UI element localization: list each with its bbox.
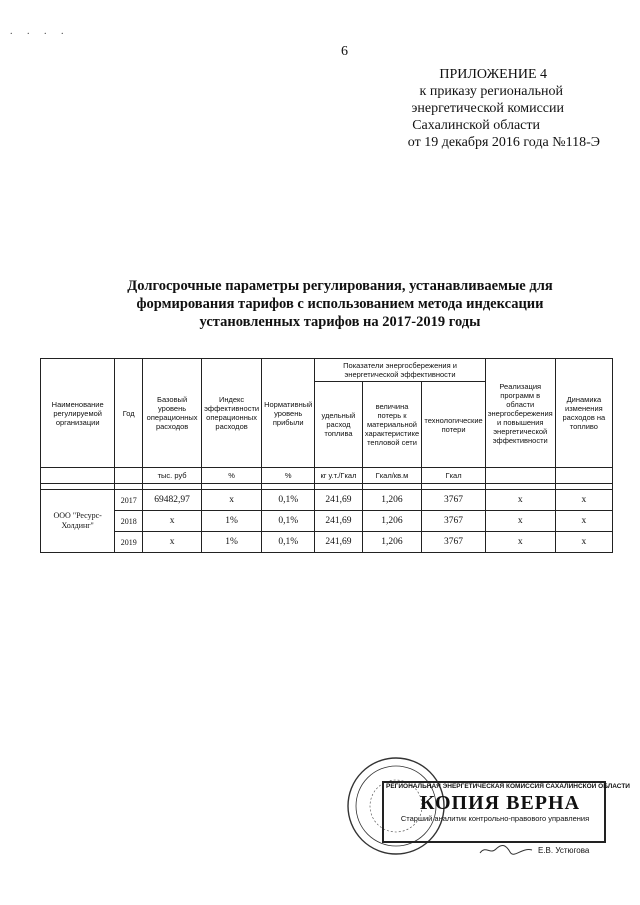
cell-programs: х [485, 532, 555, 553]
cell-base: 69482,97 [143, 490, 202, 511]
unit-cell [115, 468, 143, 484]
cell-index: 1% [202, 511, 262, 532]
table-row [41, 511, 613, 532]
header-losses: величина потерь к материальной характеристике тепловой сети [362, 382, 422, 468]
parameters-table [40, 358, 613, 553]
org-name: ООО "Ресурс-Холдинг" [41, 490, 115, 553]
unit-cell [485, 468, 555, 484]
cell-specific: 241,69 [315, 490, 362, 511]
header-year: Год [115, 359, 143, 468]
stamp-copy-label: КОПИЯ ВЕРНА [420, 792, 581, 814]
header-tech-losses: технологические потери [422, 382, 485, 468]
header-base: Базовый уровень операционных расходов [143, 359, 202, 468]
cell-specific: 241,69 [315, 532, 362, 553]
appendix-line: энергетической комиссии [411, 101, 564, 116]
cell-fuel: х [555, 511, 612, 532]
header-org: Наименование регулируемой организации [41, 359, 115, 468]
appendix-title: ПРИЛОЖЕНИЕ 4 [439, 67, 547, 82]
cell-profit: 0,1% [262, 490, 315, 511]
cell-index: 1% [202, 532, 262, 553]
cell-year: 2017 [115, 490, 143, 511]
cell-base: х [143, 511, 202, 532]
cell-programs: х [485, 511, 555, 532]
table-row [41, 490, 613, 511]
stamp-agency: РЕГИОНАЛЬНАЯ ЭНЕРГЕТИЧЕСКАЯ КОМИССИЯ САХАЛИНСКОЙ ОБЛАСТИ [386, 783, 630, 790]
cell-profit: 0,1% [262, 511, 315, 532]
cell-programs: х [485, 490, 555, 511]
unit-cell: кг у.т./Гкал [315, 468, 362, 484]
cell-base: х [143, 532, 202, 553]
header-index: Индекс эффективности операционных расходов [202, 359, 262, 468]
appendix-line: к приказу региональной [419, 84, 563, 99]
signature-icon [478, 843, 534, 857]
unit-cell [555, 468, 612, 484]
corner-marks: . . . . [10, 26, 70, 37]
cell-fuel: х [555, 532, 612, 553]
header-energy-group: Показатели энергосбережения и энергетической эффективности [315, 359, 485, 382]
header-profit: Нормативный уровень прибыли [262, 359, 315, 468]
cell-losses: 1,206 [362, 532, 422, 553]
appendix-block [408, 66, 600, 151]
document-title [70, 277, 610, 331]
title-line: Долгосрочные параметры регулирования, устанавливаемые для [127, 278, 553, 294]
cell-year: 2019 [115, 532, 143, 553]
table-row [41, 532, 613, 553]
cell-specific: 241,69 [315, 511, 362, 532]
cell-fuel: х [555, 490, 612, 511]
cell-tech: 3767 [422, 511, 485, 532]
cell-losses: 1,206 [362, 511, 422, 532]
cell-tech: 3767 [422, 490, 485, 511]
cell-profit: 0,1% [262, 532, 315, 553]
cell-index: х [202, 490, 262, 511]
header-specific: удельный расход топлива [315, 382, 362, 468]
unit-cell: Гкал [422, 468, 485, 484]
stamp-signer-name: Е.В. Устюгова [538, 846, 590, 855]
title-line: формирования тарифов с использованием метода индексации [136, 296, 544, 312]
appendix-line: от 19 декабря 2016 года №118-Э [407, 135, 600, 150]
cell-losses: 1,206 [362, 490, 422, 511]
unit-cell: % [202, 468, 262, 484]
header-fuel: Динамика изменения расходов на топливо [555, 359, 612, 468]
unit-cell: % [262, 468, 315, 484]
unit-cell: Гкал/кв.м [362, 468, 422, 484]
title-line: установленных тарифов на 2017-2019 годы [199, 314, 481, 330]
unit-cell [41, 468, 115, 484]
appendix-line: Сахалинской области [412, 118, 540, 133]
unit-cell: тыс. руб [143, 468, 202, 484]
stamp-department: Старший аналитик контрольно-правового управления [400, 814, 590, 823]
header-programs: Реализация программ в области энергосбережения и повышения энергетической эффективности [485, 359, 555, 468]
cell-tech: 3767 [422, 532, 485, 553]
cell-year: 2018 [115, 511, 143, 532]
page-number: 6 [341, 44, 348, 59]
